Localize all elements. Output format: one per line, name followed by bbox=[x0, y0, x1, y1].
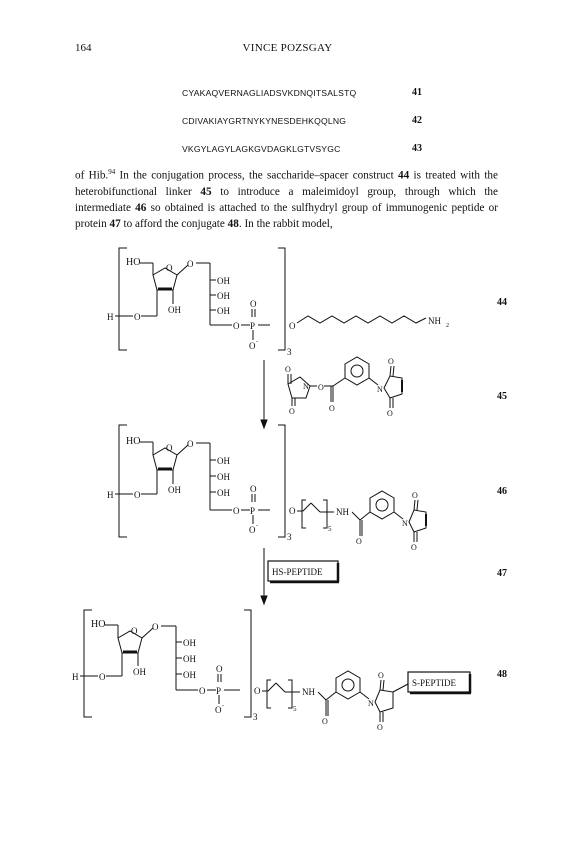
svg-text:H: H bbox=[107, 490, 114, 500]
running-head: VINCE POZSGAY bbox=[242, 42, 333, 54]
compound-label-45: 45 bbox=[497, 391, 507, 402]
svg-text:OH: OH bbox=[168, 305, 181, 315]
svg-text:O: O bbox=[166, 443, 173, 453]
svg-text:O: O bbox=[233, 321, 240, 331]
svg-text:OH: OH bbox=[217, 456, 230, 466]
svg-text:OH: OH bbox=[168, 485, 181, 495]
svg-text:O: O bbox=[187, 259, 194, 269]
peptide-sequence-41: CYAKAQVERNAGLIADSVKDNQITSALSTQ bbox=[182, 88, 357, 98]
svg-text:3: 3 bbox=[287, 532, 292, 542]
svg-text:O: O bbox=[199, 686, 206, 696]
svg-text:O: O bbox=[215, 705, 222, 715]
peptide-sequence-43: VKGYLAGYLAGKGVDAGKLGTVSYGC bbox=[182, 144, 341, 154]
sequence-number-41: 41 bbox=[412, 87, 422, 98]
svg-text:O: O bbox=[131, 626, 138, 636]
svg-text:O: O bbox=[318, 383, 324, 392]
svg-text:N: N bbox=[377, 385, 383, 394]
svg-text:H: H bbox=[72, 672, 79, 682]
svg-text:O: O bbox=[388, 357, 394, 366]
svg-text:O: O bbox=[250, 484, 257, 494]
sequence-number-42: 42 bbox=[412, 115, 422, 126]
structure-44 bbox=[107, 248, 449, 357]
svg-text:O: O bbox=[411, 543, 417, 552]
svg-text:N: N bbox=[368, 699, 374, 708]
svg-text:OH: OH bbox=[217, 472, 230, 482]
svg-text:O: O bbox=[378, 671, 384, 680]
compound-label-48: 48 bbox=[497, 669, 507, 680]
structure-48 bbox=[72, 610, 471, 732]
compound-label-46: 46 bbox=[497, 486, 507, 497]
svg-text:P: P bbox=[250, 321, 256, 331]
hs-peptide-label: HS-PEPTIDE bbox=[272, 567, 323, 577]
svg-text:OH: OH bbox=[217, 488, 230, 498]
peptide-sequence-42: CDIVAKIAYGRTNYKYNESDEHKQQLNG bbox=[182, 116, 347, 126]
svg-text:-: - bbox=[256, 523, 258, 529]
svg-text:O: O bbox=[322, 717, 328, 726]
svg-text:OH: OH bbox=[217, 276, 230, 286]
svg-text:O: O bbox=[329, 404, 335, 413]
svg-text:O: O bbox=[377, 723, 383, 732]
svg-text:O: O bbox=[285, 365, 291, 374]
svg-text:2: 2 bbox=[446, 323, 449, 329]
svg-text:5: 5 bbox=[328, 525, 332, 533]
svg-text:O: O bbox=[134, 490, 141, 500]
svg-text:O: O bbox=[249, 525, 256, 535]
sequence-number-43: 43 bbox=[412, 143, 422, 154]
svg-text:-: - bbox=[222, 703, 224, 709]
svg-text:O: O bbox=[289, 407, 295, 416]
svg-text:O: O bbox=[134, 312, 141, 322]
svg-text:N: N bbox=[303, 382, 309, 391]
svg-text:N: N bbox=[402, 519, 408, 528]
svg-text:O: O bbox=[99, 672, 106, 682]
svg-text:P: P bbox=[216, 686, 222, 696]
svg-text:O: O bbox=[166, 263, 173, 273]
svg-text:O: O bbox=[152, 622, 159, 632]
svg-text:O: O bbox=[249, 341, 256, 351]
svg-text:OH: OH bbox=[133, 667, 146, 677]
svg-text:O: O bbox=[356, 537, 362, 546]
s-peptide-label: S-PEPTIDE bbox=[412, 678, 457, 688]
svg-text:O: O bbox=[233, 506, 240, 516]
reference-superscript: 94 bbox=[108, 168, 116, 176]
svg-text:O: O bbox=[289, 506, 296, 516]
svg-text:HO: HO bbox=[91, 619, 106, 630]
svg-text:NH: NH bbox=[428, 316, 441, 326]
svg-text:HO: HO bbox=[126, 436, 141, 447]
svg-text:O: O bbox=[250, 299, 257, 309]
body-paragraph: of Hib.$^{94}$ In the conjugation process, the saccharide–spacer construct 44 is treated with the heterobifunctional linker 45 to introduce a maleimidoyl group, through which the intermediate 46 so obtained is attached to the sulfhydryl group of immunogenic peptide or protein 47 to afford the conjugate 48. In the rabbit model, bbox=[75, 168, 498, 230]
svg-text:P: P bbox=[250, 506, 256, 516]
svg-text:HO: HO bbox=[126, 257, 141, 268]
svg-text:-: - bbox=[256, 339, 258, 345]
compound-label-44: 44 bbox=[497, 297, 507, 308]
svg-text:OH: OH bbox=[183, 670, 196, 680]
svg-text:O: O bbox=[216, 664, 223, 674]
svg-text:5: 5 bbox=[293, 705, 297, 713]
svg-text:OH: OH bbox=[183, 638, 196, 648]
svg-text:OH: OH bbox=[217, 291, 230, 301]
compound-label-47: 47 bbox=[497, 568, 507, 579]
page-number: 164 bbox=[75, 42, 92, 54]
svg-text:O: O bbox=[187, 439, 194, 449]
structure-45 bbox=[285, 357, 402, 418]
svg-text:H: H bbox=[107, 312, 114, 322]
svg-text:O: O bbox=[412, 491, 418, 500]
svg-text:NH: NH bbox=[302, 687, 315, 697]
svg-text:NH: NH bbox=[336, 507, 349, 517]
svg-text:3: 3 bbox=[253, 712, 258, 722]
structure-46 bbox=[107, 425, 426, 552]
svg-text:OH: OH bbox=[217, 306, 230, 316]
svg-text:O: O bbox=[387, 409, 393, 418]
svg-text:OH: OH bbox=[183, 654, 196, 664]
svg-text:3: 3 bbox=[287, 347, 292, 357]
svg-text:O: O bbox=[254, 686, 261, 696]
svg-text:O: O bbox=[289, 321, 296, 331]
